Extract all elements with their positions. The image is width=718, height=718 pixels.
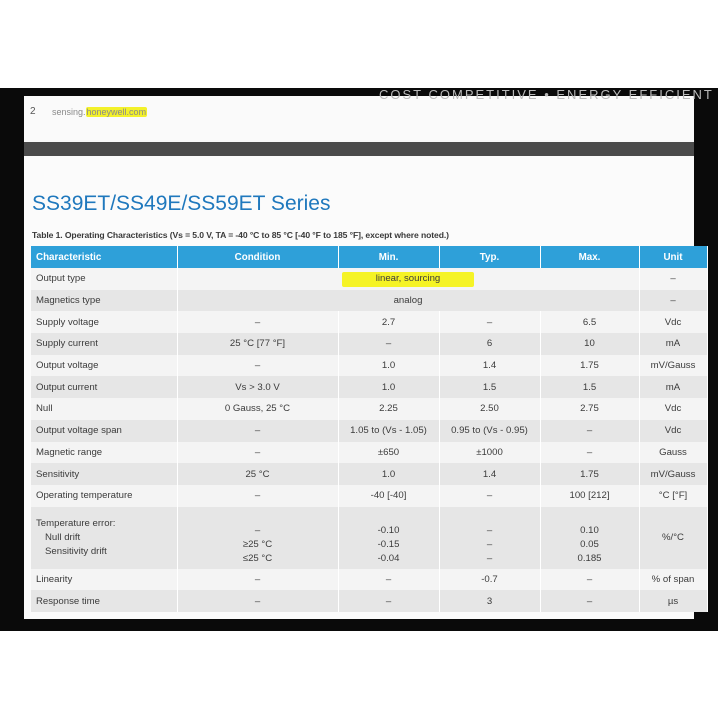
row-max: 1.5 <box>540 376 639 398</box>
row-label: Output type <box>31 268 177 290</box>
row-condition <box>177 507 338 569</box>
table-row <box>31 355 707 377</box>
datasheet-page <box>24 87 714 619</box>
row-max: – <box>540 442 639 464</box>
title-part3: /SS59ET Series <box>181 192 331 215</box>
row-unit: µs <box>639 590 707 612</box>
col-max: Max. <box>540 246 639 268</box>
row-max: 10 <box>540 333 639 355</box>
output-type-value <box>177 268 639 290</box>
row-unit: %/°C <box>639 507 707 569</box>
table-row <box>31 376 707 398</box>
row-label: Magnetic range <box>31 442 177 464</box>
row-unit: – <box>639 268 707 290</box>
row-condition: 25 °C [77 °F] <box>177 333 338 355</box>
row-typ: ±1000 <box>439 442 540 464</box>
row-label: Supply voltage <box>31 311 177 333</box>
cell: -0.15 <box>377 538 400 550</box>
row-label: Operating temperature <box>31 485 177 507</box>
row-typ: 0.95 to (Vs - 0.95) <box>439 420 540 442</box>
col-characteristic: Characteristic <box>31 246 177 268</box>
header-band <box>24 142 694 156</box>
row-min: -40 [-40] <box>338 485 439 507</box>
table-row <box>31 569 707 591</box>
row-max: – <box>540 420 639 442</box>
row-condition: Vs > 3.0 V <box>177 376 338 398</box>
row-max: – <box>540 590 639 612</box>
row-typ: – <box>439 311 540 333</box>
cell: – <box>486 552 493 564</box>
cell: – <box>254 524 261 536</box>
row-condition: – <box>177 311 338 333</box>
row-typ: 1.4 <box>439 355 540 377</box>
header-tagline: COST COMPETITIVE • ENERGY EFFICIENT <box>379 87 714 102</box>
table-caption: Table 1. Operating Characteristics (Vs = 5.0 V, TA = -40 °C to 85 °C [-40 °F to 185 °F], except where noted.) <box>32 230 449 240</box>
row-label: Output current <box>31 376 177 398</box>
table-header-row <box>31 246 707 268</box>
row-min: – <box>338 569 439 591</box>
row-unit: Gauss <box>639 442 707 464</box>
output-type-highlight: linear, sourcing <box>342 272 475 287</box>
row-min: 1.05 to (Vs - 1.05) <box>338 420 439 442</box>
null-drift-label: Null drift <box>45 531 81 543</box>
row-condition: 25 °C <box>177 463 338 485</box>
row-unit: Vdc <box>639 420 707 442</box>
row-label: Sensitivity <box>31 463 177 485</box>
row-unit: Vdc <box>639 311 707 333</box>
table-row <box>31 420 707 442</box>
row-min: 1.0 <box>338 376 439 398</box>
cell: 0.185 <box>577 552 602 564</box>
row-min: ±650 <box>338 442 439 464</box>
row-max: 2.75 <box>540 398 639 420</box>
row-typ <box>439 507 540 569</box>
cell: 0.10 <box>580 524 599 536</box>
row-unit: mV/Gauss <box>639 355 707 377</box>
cell: -0.04 <box>377 552 400 564</box>
table-row <box>31 442 707 464</box>
table-row <box>31 311 707 333</box>
table-row <box>31 507 707 569</box>
magnetics-type-value: analog <box>177 290 639 312</box>
operating-characteristics-table <box>31 246 708 612</box>
row-label: Supply current <box>31 333 177 355</box>
page-number: 2 <box>30 106 36 117</box>
row-typ: -0.7 <box>439 569 540 591</box>
row-condition: – <box>177 590 338 612</box>
col-condition: Condition <box>177 246 338 268</box>
row-typ: 1.4 <box>439 463 540 485</box>
table-row <box>31 333 707 355</box>
row-typ: 3 <box>439 590 540 612</box>
sensitivity-drift-label: Sensitivity drift <box>45 545 107 557</box>
table-row <box>31 290 707 312</box>
col-unit: Unit <box>639 246 707 268</box>
row-max: 100 [212] <box>540 485 639 507</box>
row-label: Output voltage <box>31 355 177 377</box>
site-prefix: sensing. <box>52 107 86 117</box>
row-typ: – <box>439 485 540 507</box>
row-min: 1.0 <box>338 355 439 377</box>
row-max <box>540 507 639 569</box>
row-max: – <box>540 569 639 591</box>
row-max: 1.75 <box>540 355 639 377</box>
row-unit: mA <box>639 376 707 398</box>
row-min <box>338 507 439 569</box>
row-min: 2.7 <box>338 311 439 333</box>
row-typ: 6 <box>439 333 540 355</box>
row-typ: 1.5 <box>439 376 540 398</box>
cell: ≥25 °C <box>242 538 273 550</box>
row-max: 6.5 <box>540 311 639 333</box>
cell: -0.10 <box>377 524 400 536</box>
row-unit: mA <box>639 333 707 355</box>
title-part1: SS39ET/ <box>32 192 117 215</box>
row-min: 1.0 <box>338 463 439 485</box>
row-condition: – <box>177 420 338 442</box>
row-label: Null <box>31 398 177 420</box>
table-row <box>31 463 707 485</box>
cell: – <box>486 538 493 550</box>
row-condition: 0 Gauss, 25 °C <box>177 398 338 420</box>
col-min: Min. <box>338 246 439 268</box>
row-min: – <box>338 590 439 612</box>
row-typ: 2.50 <box>439 398 540 420</box>
col-typ: Typ. <box>439 246 540 268</box>
title-part2: SS49E <box>116 192 182 215</box>
row-unit: Vdc <box>639 398 707 420</box>
row-condition: – <box>177 485 338 507</box>
row-unit: – <box>639 290 707 312</box>
table-row <box>31 590 707 612</box>
row-min: – <box>338 333 439 355</box>
row-label: Response time <box>31 590 177 612</box>
cell: – <box>486 524 493 536</box>
series-title <box>32 192 330 216</box>
row-label: Linearity <box>31 569 177 591</box>
row-condition: – <box>177 442 338 464</box>
cell: 0.05 <box>580 538 599 550</box>
row-condition: – <box>177 355 338 377</box>
site-domain-highlight: honeywell.com <box>86 107 147 117</box>
table-row <box>31 398 707 420</box>
row-unit: % of span <box>639 569 707 591</box>
title-highlight <box>116 192 181 215</box>
row-label: Output voltage span <box>31 420 177 442</box>
row-min: 2.25 <box>338 398 439 420</box>
row-unit: mV/Gauss <box>639 463 707 485</box>
row-condition: – <box>177 569 338 591</box>
page-header <box>24 87 714 142</box>
row-max: 1.75 <box>540 463 639 485</box>
site-url[interactable] <box>52 107 147 117</box>
table-row <box>31 268 707 290</box>
table-row <box>31 485 707 507</box>
row-label <box>31 507 177 569</box>
cell: ≤25 °C <box>242 552 273 564</box>
row-unit: °C [°F] <box>639 485 707 507</box>
temp-error-label: Temperature error: <box>36 517 116 529</box>
row-label: Magnetics type <box>31 290 177 312</box>
